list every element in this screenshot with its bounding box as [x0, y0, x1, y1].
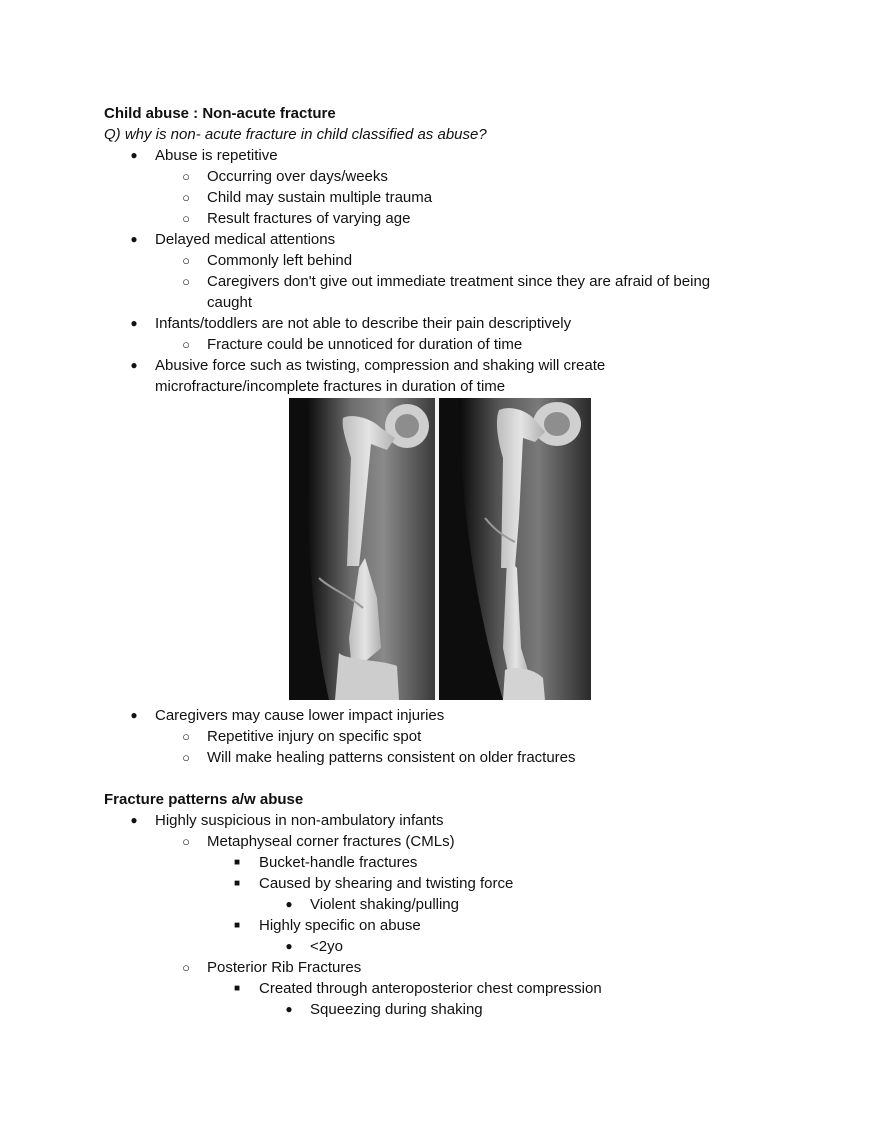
list-item: Posterior Rib Fractures — [207, 959, 362, 976]
list-item: Repetitive injury on specific spot — [207, 728, 422, 745]
list-item: Caregivers may cause lower impact injuries — [155, 707, 445, 724]
question-text: Q) why is non- acute fracture in child classified as abuse? — [104, 126, 487, 143]
list-item: Fracture could be unnoticed for duration of time — [207, 336, 523, 353]
bullet-disc-icon: ● — [285, 1002, 293, 1016]
bullet-disc-icon: ● — [130, 708, 138, 722]
list-item: Occurring over days/weeks — [207, 168, 388, 185]
section-title: Fracture patterns a/w abuse — [104, 791, 304, 808]
list-item: Violent shaking/pulling — [310, 896, 459, 913]
list-item: <2yo — [310, 938, 343, 955]
bullet-circle-icon: ○ — [182, 274, 190, 289]
bullet-circle-icon: ○ — [182, 190, 190, 205]
bullet-square-icon: ■ — [233, 878, 241, 889]
list-item: Delayed medical attentions — [155, 231, 336, 248]
list-item: Metaphyseal corner fractures (CMLs) — [207, 833, 455, 850]
list-item: Caregivers don't give out immediate treatment since they are afraid of being — [207, 273, 711, 290]
section-title: Child abuse : Non-acute fracture — [104, 105, 336, 122]
list-item: Highly suspicious in non-ambulatory infants — [155, 812, 444, 829]
bullet-disc-icon: ● — [130, 316, 138, 330]
bullet-circle-icon: ○ — [182, 834, 190, 849]
femur-xray-image — [289, 398, 591, 700]
list-item: Highly specific on abuse — [259, 917, 421, 934]
bullet-circle-icon: ○ — [182, 750, 190, 765]
bullet-square-icon: ■ — [233, 857, 241, 868]
list-item: Child may sustain multiple trauma — [207, 189, 433, 206]
list-item: Bucket-handle fractures — [259, 854, 418, 871]
list-item: Squeezing during shaking — [310, 1001, 483, 1018]
bullet-circle-icon: ○ — [182, 211, 190, 226]
bullet-disc-icon: ● — [130, 358, 138, 372]
bullet-circle-icon: ○ — [182, 337, 190, 352]
bullet-disc-icon: ● — [130, 148, 138, 162]
bullet-square-icon: ■ — [233, 983, 241, 994]
bullet-disc-icon: ● — [285, 897, 293, 911]
bullet-disc-icon: ● — [285, 939, 293, 953]
list-item: Infants/toddlers are not able to describe their pain descriptively — [155, 315, 572, 332]
list-item: Commonly left behind — [207, 252, 353, 269]
list-item: Will make healing patterns consistent on older fractures — [207, 749, 576, 766]
list-item-continuation: microfracture/incomplete fractures in duration of time — [155, 378, 506, 395]
bullet-circle-icon: ○ — [182, 729, 190, 744]
list-item: Abuse is repetitive — [155, 147, 278, 164]
bullet-disc-icon: ● — [130, 232, 138, 246]
bullet-disc-icon: ● — [130, 813, 138, 827]
bullet-circle-icon: ○ — [182, 169, 190, 184]
bullet-circle-icon: ○ — [182, 960, 190, 975]
list-item: Caused by shearing and twisting force — [259, 875, 514, 892]
bullet-square-icon: ■ — [233, 920, 241, 931]
list-item: Result fractures of varying age — [207, 210, 411, 227]
list-item: Created through anteroposterior chest compression — [259, 980, 602, 997]
bullet-circle-icon: ○ — [182, 253, 190, 268]
list-item: Abusive force such as twisting, compression and shaking will create — [155, 357, 606, 374]
list-item-continuation: caught — [207, 294, 253, 311]
